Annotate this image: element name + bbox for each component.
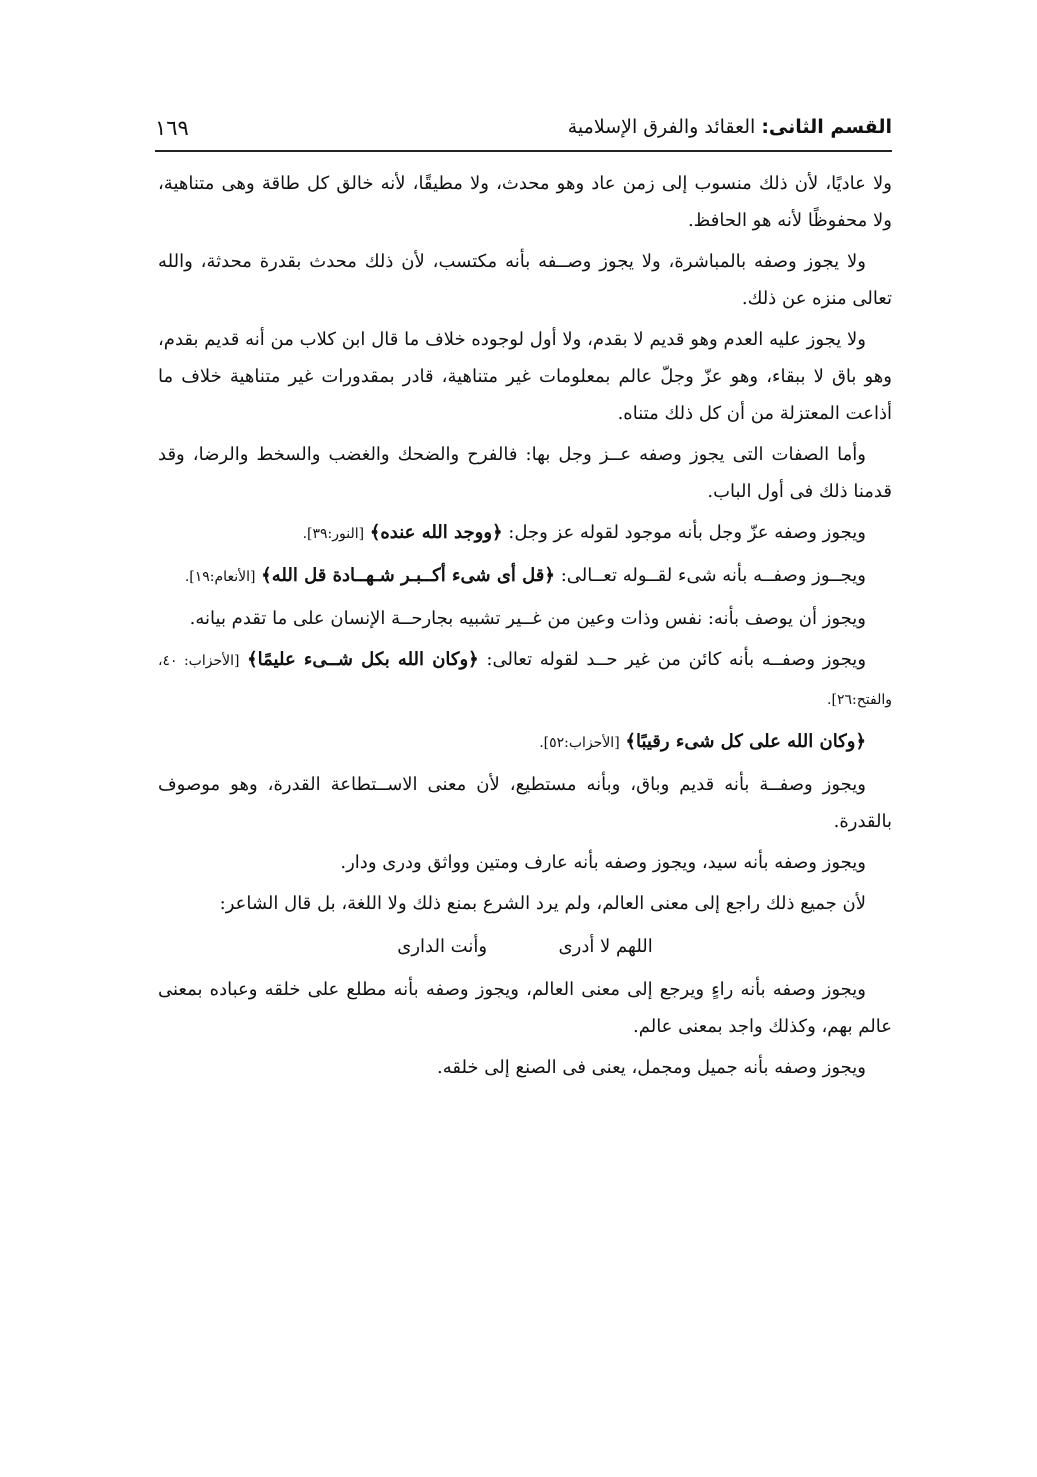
quran-verse: ﴿ووجد الله عنده﴾ — [369, 522, 503, 543]
verse-reference: [الأحزاب:٥٢]. — [539, 735, 620, 751]
header-section-title: العقائد والفرق الإسلامية — [567, 116, 756, 138]
paragraph-with-verse — [158, 723, 892, 762]
page-number: ١٦٩ — [155, 116, 189, 140]
header-title — [568, 116, 892, 138]
paragraph-text: ويجوز وصفــه بأنه كائن من غير حــد لقوله تعالى: — [486, 649, 867, 670]
poem-hemistich-second: وأنت الدارى — [397, 936, 488, 957]
header-divider — [155, 150, 892, 152]
paragraph-text: ويجــوز وصفــه بأنه شىء لقــوله تعــالى: — [560, 565, 866, 586]
paragraph: ويجوز أن يوصف بأنه: نفس وذات وعين من غــير تشبيه بجارحــة الإنسان على ما تقدم بيانه. — [189, 608, 866, 629]
paragraph: لأن جميع ذلك راجع إلى معنى العالم، ولم يرد الشرع بمنع ذلك ولا اللغة، بل قال الشاعر: — [219, 893, 866, 914]
verse-reference: [النور:٣٩]. — [302, 526, 365, 542]
poem-hemistich-first: اللهم لا أدرى — [558, 936, 653, 957]
quran-verse: ﴿وكان الله بكل شــىء عليمًا﴾ — [247, 649, 479, 670]
paragraph-with-verse — [158, 557, 892, 596]
poem-verse — [158, 928, 892, 965]
quran-verse: ﴿وكان الله على كل شىء رقيبًا﴾ — [625, 731, 866, 752]
running-header — [155, 112, 892, 148]
paragraph: ويجوز وصفه بأنه راءٍ ويرجع إلى معنى العالم، ويجوز وصفه بأنه مطلع على خلقه وعباده بمعنى عالم بهم، وكذلك واجد بمعنى عالم. — [158, 979, 892, 1037]
quran-verse: ﴿قل أى شىء أكــبـر شـهــادة قل الله﴾ — [261, 565, 555, 586]
verse-reference: [الأنعام:١٩]. — [184, 569, 256, 585]
paragraph-with-verse — [158, 641, 892, 719]
page-body — [158, 165, 892, 1090]
header-part: القسم الثانى: — [761, 116, 892, 138]
verse-reference: [الأحزاب: ٤٠، والفتح:٢٦]. — [158, 653, 892, 708]
paragraph: ولا يجوز عليه العدم وهو قديم لا بقدم، ولا أول لوجوده خلاف ما قال ابن كلاب من أنه قديم بقدم، وهو باق لا ببقاء، وهو عزّ وجلّ عالم بمعلومات غير متناهية، قادر بمقدورات غير متناهية خلاف ما أذاعت المعتزلة من أن كل ذلك متناه. — [158, 329, 892, 424]
paragraph: ويجوز وصفه بأنه سيد، ويجوز وصفه بأنه عارف ومتين وواثق ودرى ودار. — [340, 852, 866, 873]
paragraph: ويجوز وصفــة بأنه قديم وباق، وبأنه مستطيع، لأن معنى الاســتطاعة القدرة، وهو موصوف بالقدرة. — [158, 774, 892, 832]
paragraph: وأما الصفات التى يجوز وصفه عــز وجل بها: فالفرح والضحك والغضب والسخط والرضا، وقد قدمنا ذلك فى أول الباب. — [158, 444, 892, 502]
paragraph: ولا عاديًا، لأن ذلك منسوب إلى زمن عاد وهو محدث، ولا مطيقًا، لأنه خالق كل طاقة وهى متناهية، ولا محفوظًا لأنه هو الحافظ. — [158, 173, 892, 231]
paragraph: ولا يجوز وصفه بالمباشرة، ولا يجوز وصــفه بأنه مكتسب، لأن ذلك محدث بقدرة محدثة، والله تعالى منزه عن ذلك. — [158, 251, 892, 309]
paragraph-with-verse — [158, 514, 892, 553]
paragraph: ويجوز وصفه بأنه جميل ومجمل، يعنى فى الصنع إلى خلقه. — [437, 1057, 866, 1078]
paragraph-text: ويجوز وصفه عزّ وجل بأنه موجود لقوله عز وجل: — [508, 522, 866, 543]
